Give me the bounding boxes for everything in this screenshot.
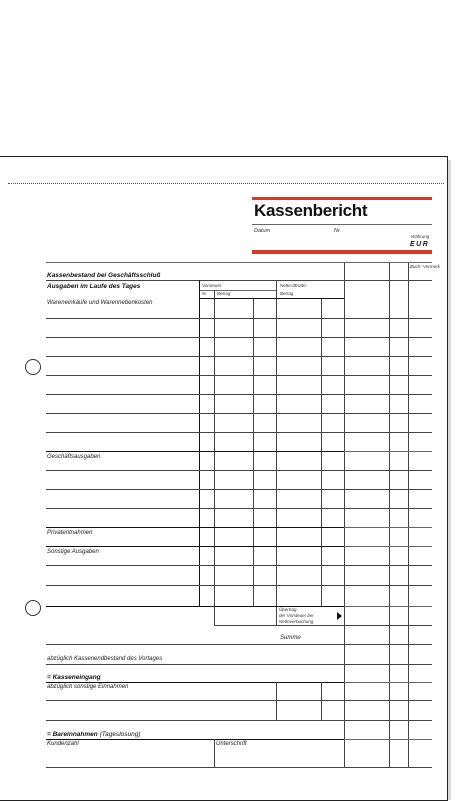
row-line [46, 565, 432, 566]
kassenbestand-label: Kassenbestand bei Geschäftsschluß [47, 272, 161, 279]
vorsteuer-label: Vorsteuer [202, 283, 222, 288]
row-line-kassenbestand [46, 280, 432, 281]
row-line-right [344, 739, 432, 740]
row-line [46, 432, 432, 433]
summe-label: Summe [280, 635, 301, 641]
vorsteuer-pct-label: % [202, 291, 207, 296]
row-line [46, 318, 432, 319]
unterschrift-label: Unterschrift [216, 741, 247, 747]
abzueglich-kassenendbestand-label: abzüglich Kassenendbestand des Vortages [47, 656, 163, 662]
row-line [46, 508, 432, 509]
col-line-214 [214, 290, 215, 625]
row-line-right [344, 606, 432, 607]
uebertrag-line2: der Vorsteuer bei [279, 613, 314, 618]
buch-vermerk-label: Buch.-Vermerk [410, 264, 440, 269]
perforation-line [8, 183, 444, 184]
section-line-privatentnahmen [46, 546, 344, 547]
sonstige-ausgaben-label: Sonstige Ausgaben [47, 549, 99, 555]
uebertrag-arrow-icon [337, 612, 342, 620]
vortag-line [46, 664, 432, 665]
row-line [46, 337, 432, 338]
row-line-right [344, 546, 432, 547]
column-header-bottom-line [199, 298, 344, 299]
sonstige-einnahmen-col-right [321, 682, 322, 720]
row-line [46, 413, 432, 414]
vorsteuer-betrag-label: Betrag [217, 291, 231, 296]
row-line [46, 700, 432, 701]
uebertrag-bottom-line [214, 625, 432, 626]
form-title: Kassenbericht [254, 201, 368, 220]
punch-hole-top [25, 359, 41, 375]
ausgaben-label: Ausgaben im Laufe des Tages [47, 283, 141, 290]
row-line-right [344, 527, 432, 528]
section-line-wareneinkaeufe [46, 451, 344, 452]
punch-hole-bottom [25, 600, 41, 616]
row-line-right [344, 682, 432, 683]
sonstige-einnahmen-col-left [276, 682, 277, 720]
uebertrag-line1: Übertrag [279, 607, 297, 612]
kasseneingang-label: = Kasseneingang [47, 674, 101, 681]
bareinnahmen-label [47, 731, 141, 738]
header-underline [252, 224, 432, 225]
bareinnahmen-suffix: (Tageslosung) [99, 731, 141, 738]
kasseneingang-line [46, 682, 344, 683]
netto-betrag-label: Betrag [280, 291, 294, 296]
section-line-geschaeftsausgaben [46, 527, 344, 528]
col-line-253 [253, 298, 254, 606]
vorsteuer-subheader-line [199, 290, 276, 291]
header-red-bar-top [252, 197, 432, 200]
bareinnahmen-bold: = Bareinnahmen [47, 731, 98, 738]
row-line [46, 585, 432, 586]
wareneinkaeufe-label: Wareneinkäufe und Warennebenkosten [47, 300, 153, 306]
nr-label: Nr. [334, 228, 342, 234]
uebertrag-line3: Nettoverbuchung [279, 619, 314, 624]
kundenzahl-label: Kundenzahl [47, 741, 79, 747]
summe-line [46, 644, 432, 645]
privatentnahmen-label: Privatentnahmen [47, 530, 93, 536]
header-red-bar-bottom [252, 250, 432, 254]
row-line [46, 489, 432, 490]
netto-brutto-label: Netto-/Brutto- [280, 283, 308, 288]
col-line-199 [199, 280, 200, 606]
row-line [46, 375, 432, 376]
signature-line [46, 767, 432, 768]
table-top-line [46, 262, 432, 263]
row-line-right [344, 451, 432, 452]
row-line [46, 356, 432, 357]
row-line [46, 470, 432, 471]
row-line [46, 720, 432, 721]
datum-label: Datum [254, 228, 271, 234]
currency-value: EUR [410, 241, 430, 248]
col-line-321 [321, 298, 322, 606]
waehrung-label: Währung [411, 234, 430, 239]
section-line-sonstige [46, 606, 344, 607]
bareinnahmen-line [46, 739, 344, 740]
geschaeftsausgaben-label: Geschäftsausgaben [47, 454, 101, 460]
signature-divider [214, 739, 215, 767]
row-line [46, 394, 432, 395]
col-line-276 [276, 280, 277, 625]
abzueglich-sonstige-label: abzüglich sonstige Einnahmen [47, 684, 129, 690]
